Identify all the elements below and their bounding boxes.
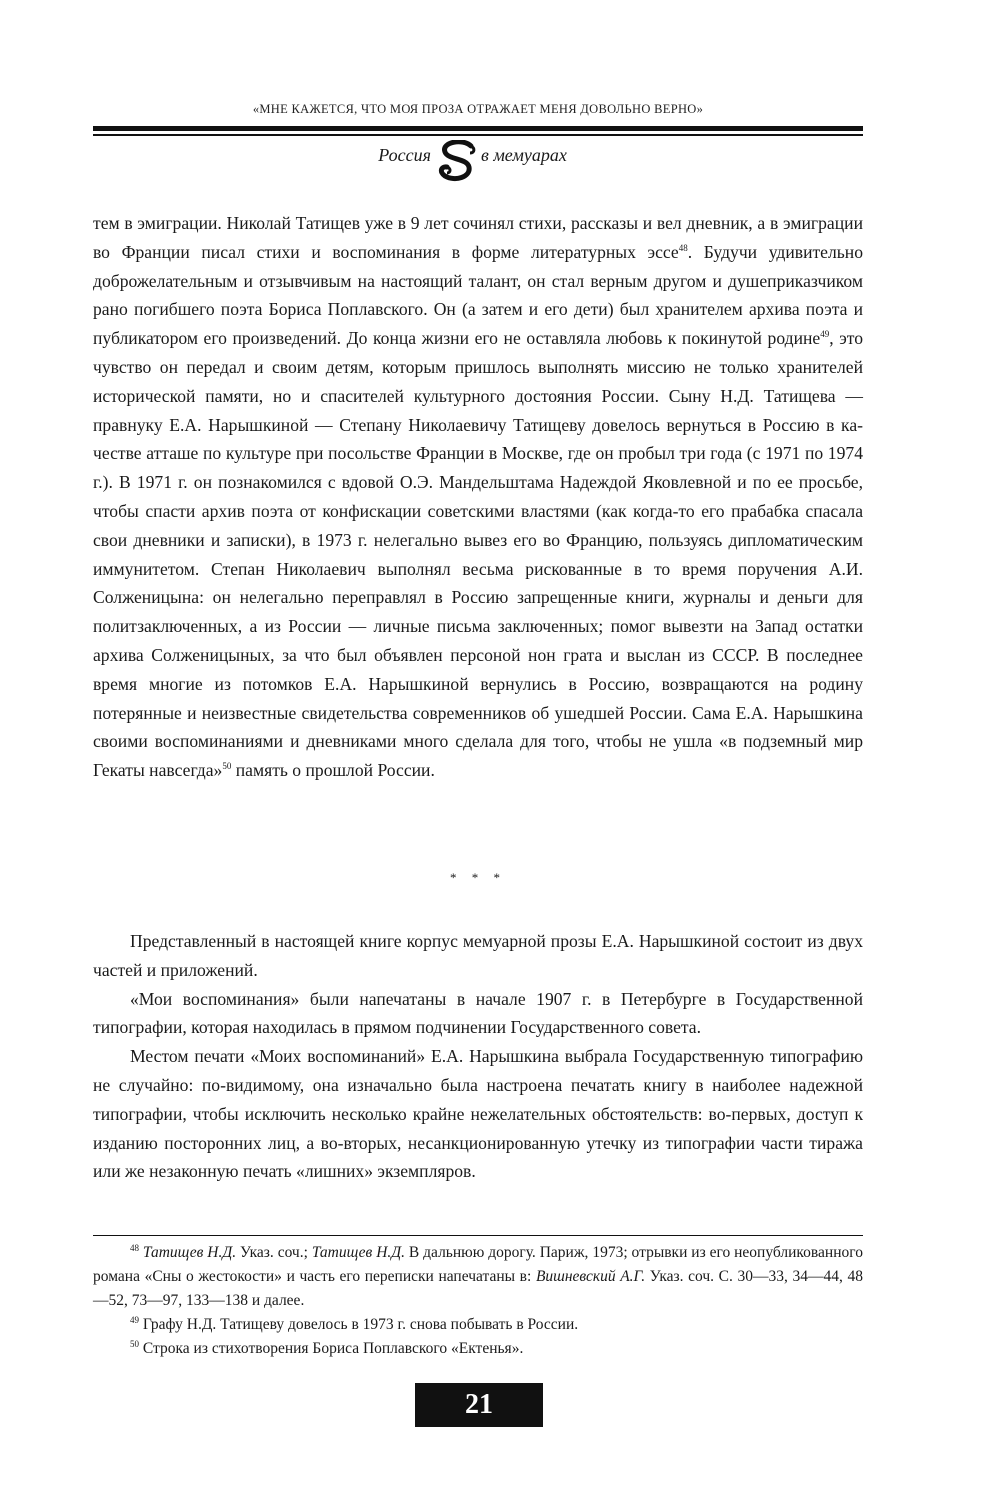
footnote-48 [93, 1241, 863, 1313]
series-title-right: в мемуарах [481, 145, 567, 165]
paragraph: Представленный в настоящей книге корпус мемуарной прозы Е.А. Нарышкиной состоит из двух частей и приложений. [93, 931, 863, 980]
paragraph-text: тем в эмиграции. Николай Татищев уже в 9 лет сочинял стихи, рассказы и вел дневник, а в эмиграции во Франции писал стихи и воспоминания в форме литературных эссе [93, 213, 863, 262]
footnote-ref[interactable]: 49 [820, 329, 830, 340]
footnote-text: Указ. соч. С. 30—33, 34—44, 48—52, 73—97, 133—138 и далее. [93, 1268, 863, 1309]
paragraph-text: . Будучи удивительно доброжелательным и отзывчивым на настоящий талант, он стал верным другом и душеприказчиком рано погибшего поэта Бориса Поплавского. Он (а затем и его дети) был хранителем архива поэта и публикатором его произведений. До конца жизни его не оставляла любовь к покинутой родине [93, 241, 863, 349]
series-title [93, 140, 863, 186]
paragraph-text: , это чувство он передал и своим детям, которым пришлось выполнять миссию не только хранителей исторической памяти, но и спасителей культурного достояния России. Сыну Н.Д. Татищева — правнуку Е.А. Нарышкиной — Степану Николаевичу Татищеву довелось вернуться в Россию в качестве атташе по культуре при посольстве Франции в Москве, где он пробыл три года (с 1971 по 1974 г.). В 1971 г. он познакомился с вдовой О.Э. Мандельштама Надеждой Яковлевной и по ее просьбе, чтобы спасти архив поэта от конфискации советскими властями (как когда-то его прабабка спасала свои дневники и записки), в 1973 г. нелегально вывез его во Францию, пользуясь дипломатическим иммунитетом. Степан Николаевич выполнял весьма рискованные в то время поручения А.И. Солженицына: он нелегально переправлял в Россию запрещенные книги, журналы и деньги для политзаключенных, а из России — личные письма заключенных; помог вывезти на Запад остатки архива Солженицыных, за что был объявлен персоной нон грата и выслан из СССР. В последнее время многие из потомков Е.А. Нарышкиной вернулись в Россию, возвращаются на родину потерянные и неизвестные свидетельства современников об ушедшей России. Сама Е.А. Нарышкина своими воспоминаниями и дневниками много сделала для того, чтобы не ушла «в подземный мир Гекаты навсегда» [93, 328, 863, 781]
paragraph [93, 209, 863, 785]
footnote-number: 50 [130, 1338, 139, 1349]
footnote-49 [93, 1313, 863, 1337]
ornamental-s-icon [433, 140, 483, 186]
footnote-50 [93, 1337, 863, 1361]
page-number: 21 [415, 1383, 543, 1427]
header-rule-thin [93, 134, 863, 136]
main-text-block-1 [93, 209, 863, 785]
paragraph: «Мои воспоминания» были напечатаны в начале 1907 г. в Петербурге в Государственной типографии, которая находилась в прямом подчинении Государственного совета. [93, 988, 863, 1038]
footnote-text: Строка из стихотворения Бориса Поплавского «Ектенья». [139, 1340, 524, 1357]
footnote-author: Татищев Н.Д. [142, 1244, 237, 1261]
footnote-author: Татищев Н.Д. [311, 1244, 405, 1261]
footnote-text: Указ. соч.; [236, 1244, 312, 1261]
main-text-block-2 [93, 927, 863, 1186]
running-head: «МНЕ КАЖЕТСЯ, ЧТО МОЯ ПРОЗА ОТРАЖАЕТ МЕНЯ ДОВОЛЬНО ВЕРНО» [252, 102, 704, 116]
footnote-text: Графу Н.Д. Татищеву довелось в 1973 г. снова побывать в России. [139, 1316, 579, 1333]
header-rule-thick [93, 126, 863, 131]
footnotes [93, 1241, 863, 1361]
paragraph-text: память о прошлой России. [231, 760, 435, 781]
footnote-author: Вишневский А.Г. [535, 1268, 646, 1285]
section-separator: * * * [450, 870, 506, 885]
footnote-ref[interactable]: 48 [678, 242, 688, 253]
footnote-ref[interactable]: 50 [222, 761, 232, 772]
footnote-number: 49 [130, 1314, 139, 1325]
footnote-text: В дальнюю дорогу. Париж, 1973; отрывки из его неопубликованного романа «Сны о жестокости» и часть его переписки напечатаны в: [93, 1244, 863, 1285]
series-title-left: Россия [378, 145, 431, 165]
footnote-rule [93, 1235, 863, 1236]
paragraph: Местом печати «Моих воспоминаний» Е.А. Нарышкина выбрала Государственную типографию не случайно: по-видимому, она изначально была настроена печатать книгу в наиболее надежной типографии, чтобы исключить несколько крайне нежелательных обстоятельств: во-первых, доступ к изданию посторонних лиц, а во-вторых, несанкционированную утечку из типографии части тиража или же незаконную печать «лишних» экземпляров. [93, 1046, 863, 1182]
footnote-number: 48 [130, 1242, 139, 1253]
